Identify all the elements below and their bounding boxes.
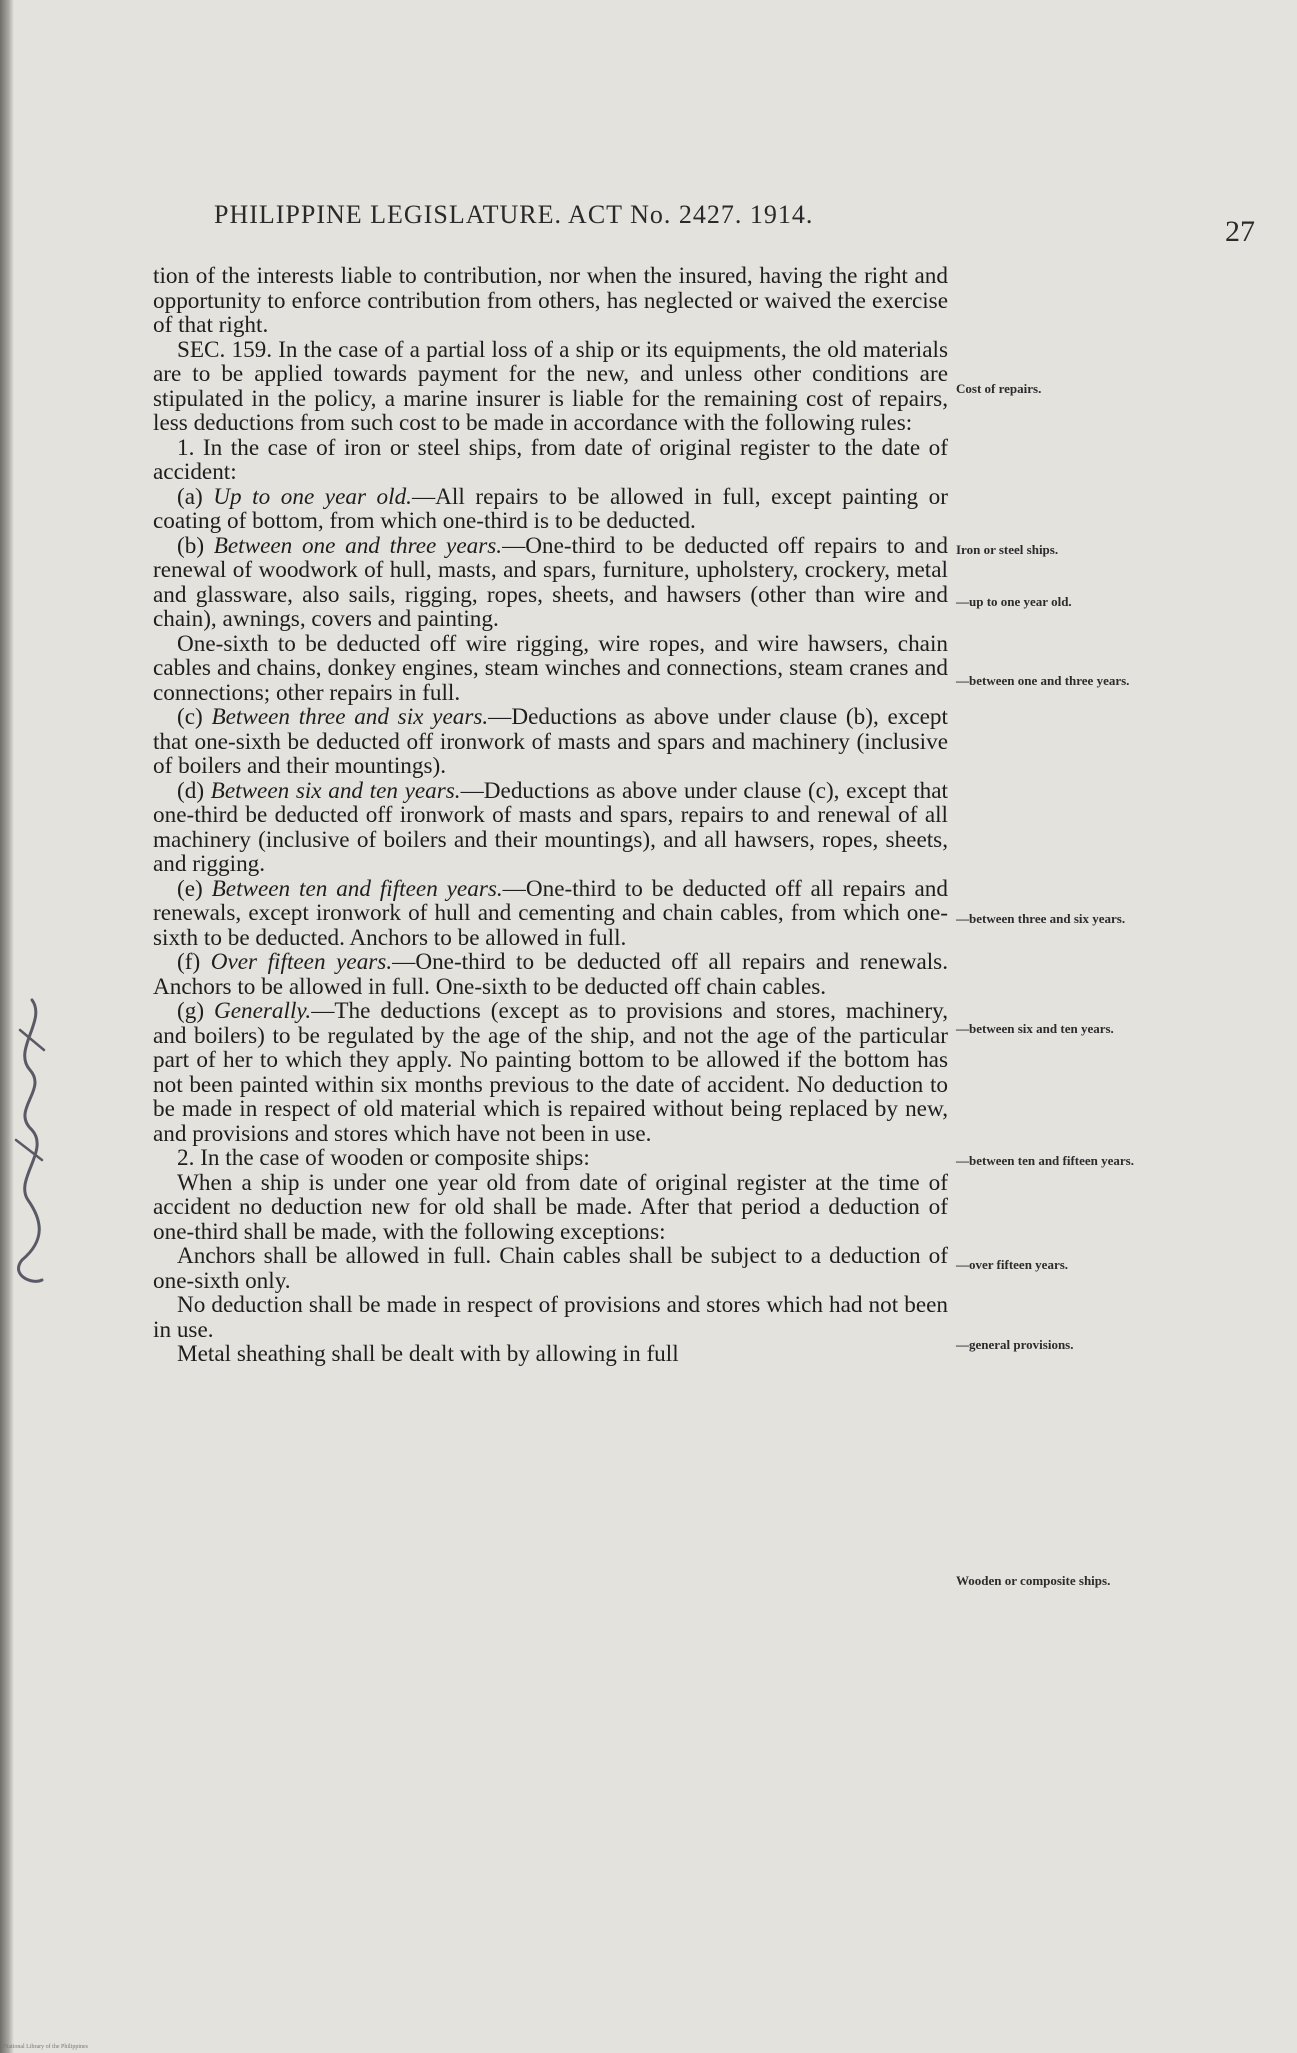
- clause-paragraph: (d) Between six and ten years.—Deductions as above under clause (c), except that one-third be deducted off ironwork of masts and spars, repairs to and renewal of all machinery (inclusive of boilers and their mountings), and all hawsers, ropes, sheets, and rigging.: [153, 777, 948, 877]
- clause-heading: Generally.: [213, 998, 312, 1024]
- paragraph: Metal sheathing shall be dealt with by allowing in full: [177, 1341, 679, 1367]
- handwritten-annotation: [2, 990, 52, 1290]
- clause-heading: Between ten and fifteen years.: [211, 875, 503, 902]
- paragraph: When a ship is under one year old from date of original register at the time of accident no deduction new for old shall be made. After that period a deduction of one-third shall be made, with the following exceptions:: [153, 1169, 948, 1245]
- paragraph: No deduction shall be made in respect of provisions and stores which had not been in use.: [153, 1292, 948, 1343]
- paragraph: 2. In the case of wooden or composite ships:: [177, 1145, 590, 1171]
- margin-note-six-to-ten-years: —between six and ten years.: [956, 1021, 1114, 1036]
- margin-note-over-fifteen-years: —over fifteen years.: [956, 1257, 1069, 1272]
- paragraph: 1. In the case of iron or steel ships, from date of original register to the date of accident:: [153, 434, 948, 485]
- margin-note-one-to-three-years: —between one and three years.: [956, 673, 1130, 688]
- margin-note-iron-steel-ships: Iron or steel ships.: [956, 542, 1059, 557]
- clause-paragraph: (f) Over fifteen years.—One-third to be deducted off all repairs and renewals. Anchors to be allowed in full. One-sixth to be deducted off chain cables.: [153, 949, 948, 1000]
- paragraph: One-sixth to be deducted off wire rigging, wire ropes, and wire hawsers, chain cables and chains, donkey engines, steam winches and connections, steam cranes and connections; other repairs in full.: [153, 630, 948, 706]
- margin-note-general-provisions: —general provisions.: [956, 1337, 1074, 1352]
- footer-credit: National Library of the Philippines: [4, 2044, 88, 2050]
- margin-note-ten-to-fifteen-years: —between ten and fifteen years.: [956, 1153, 1134, 1168]
- paragraph: Anchors shall be allowed in full. Chain cables shall be subject to a deduction of one-sixth only.: [153, 1243, 948, 1294]
- clause-paragraph: (g) Generally.—The deductions (except as to provisions and stores, machinery, and boilers) to be regulated by the age of the ship, and not the age of the particular part of her to which they apply. No painting bottom to be allowed if the bottom has not been painted within six months previous to the date of accident. No deduction to be made in respect of old material which is repaired without being replaced by new, and provisions and stores which have not been in use.: [153, 998, 948, 1147]
- paragraph: tion of the interests liable to contribution, nor when the insured, having the right and opportunity to enforce contribution from others, has neglected or waived the exercise of that right.: [153, 263, 948, 338]
- clause-paragraph: (a) Up to one year old.—All repairs to be allowed in full, except painting or coating of bottom, from which one-third is to be deducted.: [153, 483, 948, 534]
- section-paragraph: SEC. 159. In the case of a partial loss of a ship or its equipments, the old materials are to be applied towards payment for the new, and unless other conditions are stipulated in the policy, a marine insurer is liable for the remaining cost of repairs, less deductions from such cost to be made in accordance with the following rules:: [153, 336, 948, 436]
- page-number: 27: [1225, 215, 1255, 248]
- margin-note-three-to-six-years: —between three and six years.: [956, 911, 1126, 926]
- clause-heading: Between three and six years.: [211, 704, 489, 730]
- clause-heading: Over fifteen years.: [210, 949, 393, 975]
- margin-note-cost-of-repairs: Cost of repairs.: [956, 381, 1042, 396]
- clause-heading: Between one and three years.: [213, 532, 503, 559]
- margin-note-up-to-one-year: —up to one year old.: [956, 594, 1072, 609]
- body-text: [153, 264, 948, 1367]
- running-header: PHILIPPINE LEGISLATURE. ACT No. 2427. 1914.: [214, 200, 814, 229]
- clause-paragraph: (b) Between one and three years.—One-third to be deducted off repairs to and renewal of woodwork of hull, masts, and spars, furniture, upholstery, crockery, metal and glassware, also sails, rigging, ropes, sheets, and hawsers (other than wire and chain), awnings, covers and painting.: [153, 532, 948, 632]
- clause-paragraph: (e) Between ten and fifteen years.—One-third to be deducted off all repairs and renewals, except ironwork of hull and cementing and chain cables, from which one-sixth to be deducted. Anchors to be allowed in full.: [153, 875, 948, 951]
- clause-paragraph: (c) Between three and six years.—Deductions as above under clause (b), except that one-sixth be deducted off ironwork of masts and spars and machinery (inclusive of boilers and their mountings).: [153, 704, 948, 779]
- clause-heading: Between six and ten years.: [210, 777, 461, 804]
- section-label: SEC. 159.: [177, 336, 273, 363]
- margin-note-wooden-composite-ships: Wooden or composite ships.: [956, 1573, 1111, 1588]
- clause-heading: Up to one year old.: [213, 483, 412, 510]
